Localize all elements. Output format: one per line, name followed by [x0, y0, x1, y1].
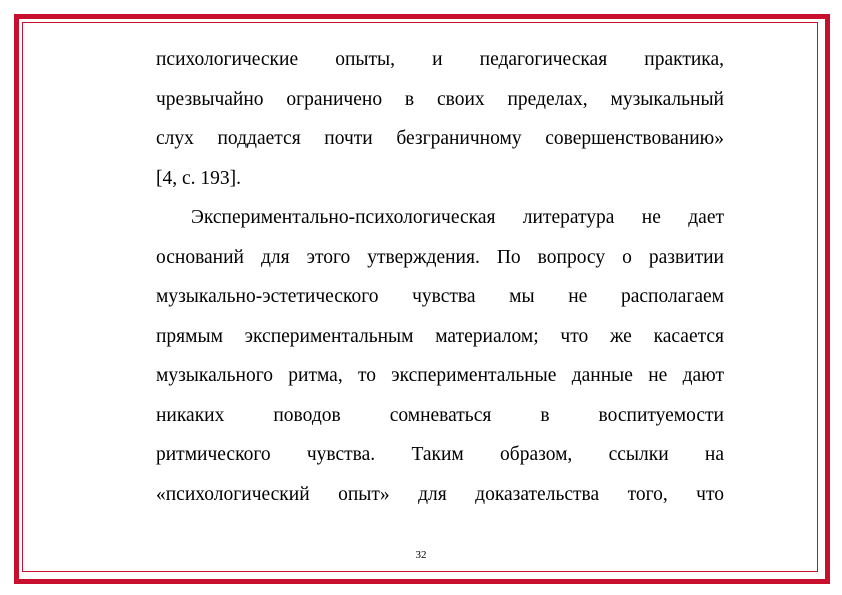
- text-line: музыкально-эстетического чувства мы не располагаем: [156, 286, 724, 307]
- document-body: [156, 40, 724, 514]
- text-line: слух поддается почти безграничному совершенствованию»: [156, 128, 724, 149]
- text-line: прямым экспериментальным материалом; что же касается: [156, 325, 724, 347]
- text-line: оснований для этого утверждения. По вопросу о развитии: [156, 246, 724, 268]
- text-line: Экспериментально-психологическая литература не дает: [191, 207, 724, 228]
- text-line: психологические опыты, и педагогическая практика,: [156, 49, 724, 70]
- text-line: [4, с. 193].: [156, 167, 242, 189]
- text-line: ритмического чувства. Таким образом, ссылки на: [156, 444, 724, 465]
- text-line: чрезвычайно ограничено в своих пределах, музыкальный: [156, 88, 724, 110]
- text-line: «психологический опыт» для доказательства того, что: [156, 483, 724, 505]
- page-number: 32: [415, 549, 427, 561]
- text-line: никаких поводов сомневаться в воспитуемости: [156, 404, 724, 426]
- text-line: музыкального ритма, то экспериментальные данные не дают: [156, 365, 724, 386]
